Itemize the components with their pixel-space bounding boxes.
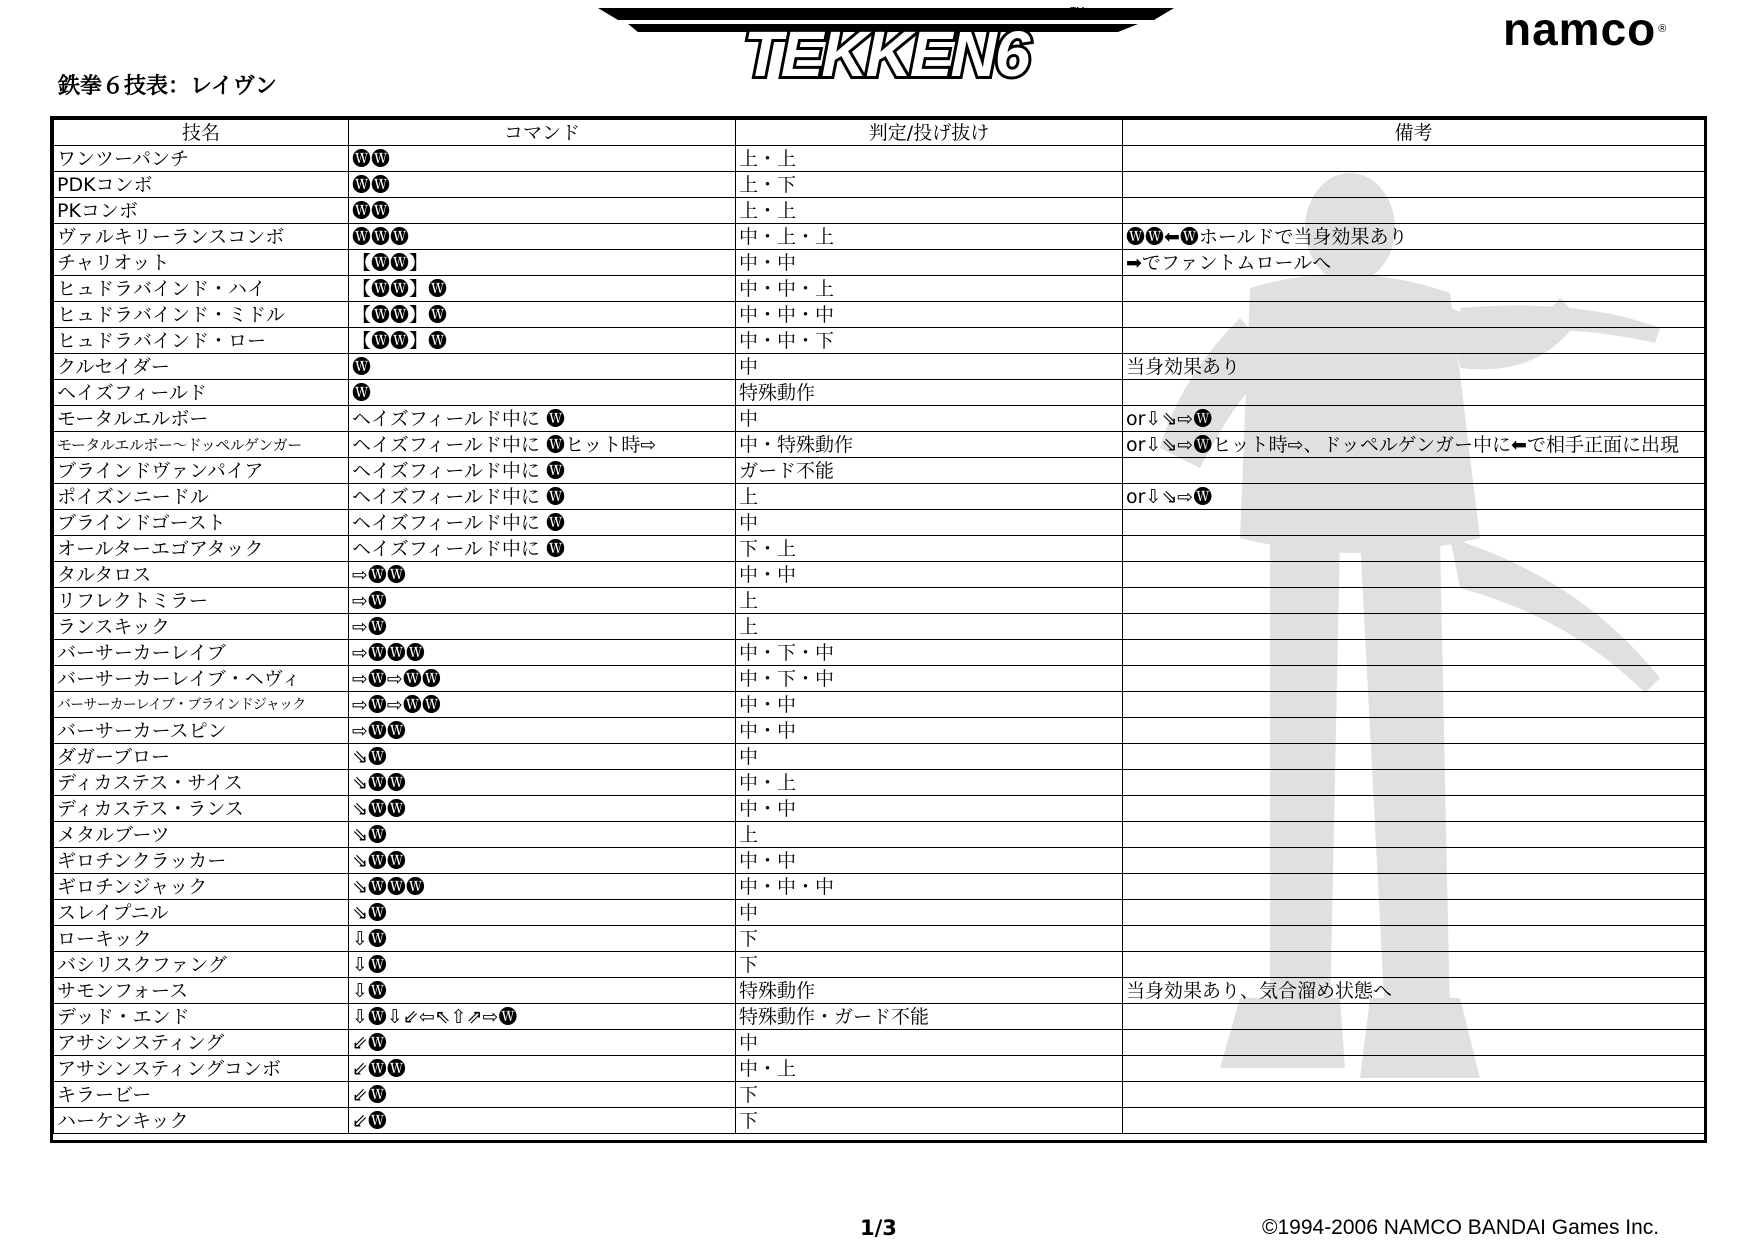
table-row (54, 848, 1705, 874)
move-name-cell: サモンフォース (54, 978, 349, 1004)
tekken6-logo (598, 2, 1174, 88)
command-cell: ⇨🅦 (349, 614, 736, 640)
hit-level-cell: 下 (736, 1108, 1123, 1134)
column-header-hit-level: 判定/投げ抜け (736, 120, 1123, 146)
move-name-cell: ブラインドヴァンパイア (54, 458, 349, 484)
table-row (54, 640, 1705, 666)
table-row (54, 1108, 1705, 1134)
notes-cell (1123, 926, 1705, 952)
hit-level-cell: 中 (736, 354, 1123, 380)
hit-level-cell: 中・中 (736, 848, 1123, 874)
move-name-cell: アサシンスティングコンボ (54, 1056, 349, 1082)
command-cell: ⇘🅦 (349, 822, 736, 848)
hit-level-cell: 中・中 (736, 796, 1123, 822)
column-header-notes: 備考 (1123, 120, 1705, 146)
move-name-cell: PKコンボ (54, 198, 349, 224)
notes-cell (1123, 744, 1705, 770)
command-cell: 🅦🅦 (349, 146, 736, 172)
table-row (54, 224, 1705, 250)
notes-cell (1123, 1056, 1705, 1082)
notes-cell (1123, 952, 1705, 978)
table-row (54, 354, 1705, 380)
hit-level-cell: 特殊動作 (736, 380, 1123, 406)
move-name-cell: メタルブーツ (54, 822, 349, 848)
move-name-cell: デッド・エンド (54, 1004, 349, 1030)
table-row (54, 1082, 1705, 1108)
move-name-cell: ギロチンクラッカー (54, 848, 349, 874)
move-name-cell: ランスキック (54, 614, 349, 640)
move-name-cell: モータルエルボー～ドッペルゲンガー (54, 432, 349, 458)
hit-level-cell: 中・上 (736, 770, 1123, 796)
move-name-cell: ヘイズフィールド (54, 380, 349, 406)
hit-level-cell: 中 (736, 744, 1123, 770)
command-cell: ⇩🅦 (349, 926, 736, 952)
hit-level-cell: 中・中 (736, 718, 1123, 744)
table-row (54, 718, 1705, 744)
notes-cell (1123, 666, 1705, 692)
table-row (54, 952, 1705, 978)
table-row (54, 250, 1705, 276)
notes-cell (1123, 1108, 1705, 1134)
command-cell: ⇙🅦 (349, 1082, 736, 1108)
hit-level-cell: 上 (736, 822, 1123, 848)
command-cell: ⇨🅦 (349, 588, 736, 614)
hit-level-cell: 中・中・中 (736, 874, 1123, 900)
notes-cell (1123, 588, 1705, 614)
hit-level-cell: 中・中・上 (736, 276, 1123, 302)
move-name-cell: ディカステス・ランス (54, 796, 349, 822)
command-cell: ヘイズフィールド中に 🅦 (349, 406, 736, 432)
table-row (54, 172, 1705, 198)
command-cell: ヘイズフィールド中に 🅦ヒット時⇨ (349, 432, 736, 458)
table-row (54, 146, 1705, 172)
move-name-cell: PDKコンボ (54, 172, 349, 198)
table-row (54, 328, 1705, 354)
table-header-row (54, 120, 1705, 146)
hit-level-cell: 中・上 (736, 1056, 1123, 1082)
table-row (54, 1030, 1705, 1056)
command-cell: ⇙🅦🅦 (349, 1056, 736, 1082)
hit-level-cell: 上・下 (736, 172, 1123, 198)
command-cell: ⇨🅦🅦 (349, 562, 736, 588)
table-row (54, 536, 1705, 562)
hit-level-cell: 中・中 (736, 562, 1123, 588)
notes-cell (1123, 328, 1705, 354)
notes-cell (1123, 822, 1705, 848)
command-cell: ⇘🅦 (349, 744, 736, 770)
move-name-cell: ヒュドラバインド・ハイ (54, 276, 349, 302)
move-name-cell: キラービー (54, 1082, 349, 1108)
move-name-cell: ダガーブロー (54, 744, 349, 770)
table-row (54, 458, 1705, 484)
table-row (54, 588, 1705, 614)
notes-cell (1123, 1082, 1705, 1108)
notes-cell (1123, 640, 1705, 666)
hit-level-cell: 上・上 (736, 198, 1123, 224)
table-row (54, 432, 1705, 458)
command-cell: 🅦🅦🅦 (349, 224, 736, 250)
move-list-body (54, 146, 1705, 1134)
move-list-table (53, 119, 1705, 1134)
notes-cell (1123, 198, 1705, 224)
table-row (54, 1056, 1705, 1082)
notes-cell (1123, 536, 1705, 562)
notes-cell (1123, 692, 1705, 718)
notes-cell (1123, 614, 1705, 640)
hit-level-cell: 中・特殊動作 (736, 432, 1123, 458)
move-name-cell: クルセイダー (54, 354, 349, 380)
notes-cell (1123, 302, 1705, 328)
command-cell: ⇘🅦🅦 (349, 848, 736, 874)
table-row (54, 302, 1705, 328)
table-row (54, 562, 1705, 588)
move-name-cell: ワンツーパンチ (54, 146, 349, 172)
move-name-cell: オールターエゴアタック (54, 536, 349, 562)
table-row (54, 978, 1705, 1004)
hit-level-cell: 下・上 (736, 536, 1123, 562)
notes-cell (1123, 900, 1705, 926)
notes-cell: or⇩⇘⇨🅦ヒット時⇨、ドッペルゲンガー中に⬅で相手正面に出現 (1123, 432, 1705, 458)
move-list-sheet (50, 116, 1707, 1143)
hit-level-cell: 中・下・中 (736, 640, 1123, 666)
notes-cell: 当身効果あり (1123, 354, 1705, 380)
command-cell: ⇨🅦⇨🅦🅦 (349, 666, 736, 692)
command-cell: ⇩🅦 (349, 952, 736, 978)
page-number: 1/3 (860, 1216, 897, 1240)
hit-level-cell: 上・上 (736, 146, 1123, 172)
hit-level-cell: 中・中・下 (736, 328, 1123, 354)
command-cell: ⇩🅦⇩⇙⇦⇖⇧⇗⇨🅦 (349, 1004, 736, 1030)
command-cell: ⇘🅦🅦🅦 (349, 874, 736, 900)
notes-cell: or⇩⇘⇨🅦 (1123, 484, 1705, 510)
table-row (54, 874, 1705, 900)
column-header-command: コマンド (349, 120, 736, 146)
command-cell: ⇘🅦🅦 (349, 796, 736, 822)
command-cell: ⇨🅦🅦 (349, 718, 736, 744)
table-row (54, 1004, 1705, 1030)
notes-cell (1123, 718, 1705, 744)
notes-cell (1123, 874, 1705, 900)
table-row (54, 926, 1705, 952)
copyright-notice: ©1994-2006 NAMCO BANDAI Games Inc. (1262, 1216, 1660, 1239)
command-cell: 【🅦🅦】🅦 (349, 276, 736, 302)
table-row (54, 822, 1705, 848)
command-cell: 🅦 (349, 354, 736, 380)
hit-level-cell: 特殊動作 (736, 978, 1123, 1004)
move-name-cell: ヴァルキリーランスコンボ (54, 224, 349, 250)
hit-level-cell: 上 (736, 484, 1123, 510)
notes-cell (1123, 276, 1705, 302)
table-row (54, 484, 1705, 510)
hit-level-cell: 中・中・中 (736, 302, 1123, 328)
move-name-cell: モータルエルボー (54, 406, 349, 432)
notes-cell (1123, 1004, 1705, 1030)
table-row (54, 900, 1705, 926)
move-name-cell: ディカステス・サイス (54, 770, 349, 796)
hit-level-cell: 下 (736, 952, 1123, 978)
table-row (54, 614, 1705, 640)
move-name-cell: バシリスクファング (54, 952, 349, 978)
document-title: 鉄拳６技表：レイヴン (58, 74, 277, 99)
hit-level-cell: 中 (736, 406, 1123, 432)
notes-cell (1123, 1030, 1705, 1056)
notes-cell: 当身効果あり、気合溜め状態へ (1123, 978, 1705, 1004)
hit-level-cell: 中 (736, 1030, 1123, 1056)
hit-level-cell: 中・中 (736, 692, 1123, 718)
command-cell: 🅦🅦 (349, 198, 736, 224)
move-name-cell: バーサーカースピン (54, 718, 349, 744)
move-name-cell: チャリオット (54, 250, 349, 276)
svg-text:TEKKEN6: TEKKEN6 (743, 18, 1029, 88)
notes-cell (1123, 458, 1705, 484)
column-header-name: 技名 (54, 120, 349, 146)
hit-level-cell: 中・上・上 (736, 224, 1123, 250)
command-cell: ヘイズフィールド中に 🅦 (349, 536, 736, 562)
move-name-cell: ポイズンニードル (54, 484, 349, 510)
table-row (54, 666, 1705, 692)
hit-level-cell: 中・下・中 (736, 666, 1123, 692)
svg-text:TM: TM (1070, 6, 1085, 17)
command-cell: ⇨🅦🅦🅦 (349, 640, 736, 666)
command-cell: ⇨🅦⇨🅦🅦 (349, 692, 736, 718)
move-name-cell: ハーケンキック (54, 1108, 349, 1134)
command-cell: ⇩🅦 (349, 978, 736, 1004)
table-row (54, 510, 1705, 536)
command-cell: 【🅦🅦】🅦 (349, 328, 736, 354)
namco-brand-logo (1503, 4, 1667, 54)
command-cell: ⇙🅦 (349, 1030, 736, 1056)
notes-cell (1123, 172, 1705, 198)
move-name-cell: バーサーカーレイブ (54, 640, 349, 666)
move-name-cell: スレイプニル (54, 900, 349, 926)
command-cell: ヘイズフィールド中に 🅦 (349, 458, 736, 484)
table-row (54, 770, 1705, 796)
notes-cell: 🅦🅦⬅🅦ホールドで当身効果あり (1123, 224, 1705, 250)
table-row (54, 380, 1705, 406)
move-name-cell: ローキック (54, 926, 349, 952)
hit-level-cell: 下 (736, 1082, 1123, 1108)
registered-mark: ® (1658, 23, 1668, 35)
hit-level-cell: 下 (736, 926, 1123, 952)
move-name-cell: タルタロス (54, 562, 349, 588)
hit-level-cell: ガード不能 (736, 458, 1123, 484)
notes-cell (1123, 562, 1705, 588)
notes-cell (1123, 510, 1705, 536)
table-row (54, 692, 1705, 718)
move-name-cell: ギロチンジャック (54, 874, 349, 900)
hit-level-cell: 上 (736, 588, 1123, 614)
notes-cell: ➡でファントムロールへ (1123, 250, 1705, 276)
notes-cell: or⇩⇘⇨🅦 (1123, 406, 1705, 432)
command-cell: ヘイズフィールド中に 🅦 (349, 510, 736, 536)
move-name-cell: バーサーカーレイブ・ヘヴィ (54, 666, 349, 692)
command-cell: 🅦 (349, 380, 736, 406)
command-cell: 🅦🅦 (349, 172, 736, 198)
command-cell: ⇙🅦 (349, 1108, 736, 1134)
table-row (54, 276, 1705, 302)
move-name-cell: ヒュドラバインド・ロー (54, 328, 349, 354)
hit-level-cell: 上 (736, 614, 1123, 640)
move-name-cell: ヒュドラバインド・ミドル (54, 302, 349, 328)
command-cell: 【🅦🅦】🅦 (349, 302, 736, 328)
brand-text: namco (1503, 3, 1657, 55)
move-name-cell: バーサーカーレイブ・ブラインドジャック (54, 692, 349, 718)
notes-cell (1123, 380, 1705, 406)
command-cell: ⇘🅦 (349, 900, 736, 926)
command-cell: ⇘🅦🅦 (349, 770, 736, 796)
move-name-cell: リフレクトミラー (54, 588, 349, 614)
hit-level-cell: 中 (736, 900, 1123, 926)
table-row (54, 198, 1705, 224)
command-cell: ヘイズフィールド中に 🅦 (349, 484, 736, 510)
hit-level-cell: 中 (736, 510, 1123, 536)
notes-cell (1123, 796, 1705, 822)
move-name-cell: アサシンスティング (54, 1030, 349, 1056)
notes-cell (1123, 770, 1705, 796)
move-name-cell: ブラインドゴースト (54, 510, 349, 536)
hit-level-cell: 中・中 (736, 250, 1123, 276)
notes-cell (1123, 848, 1705, 874)
table-row (54, 744, 1705, 770)
notes-cell (1123, 146, 1705, 172)
hit-level-cell: 特殊動作・ガード不能 (736, 1004, 1123, 1030)
table-row (54, 796, 1705, 822)
command-cell: 【🅦🅦】 (349, 250, 736, 276)
table-row (54, 406, 1705, 432)
